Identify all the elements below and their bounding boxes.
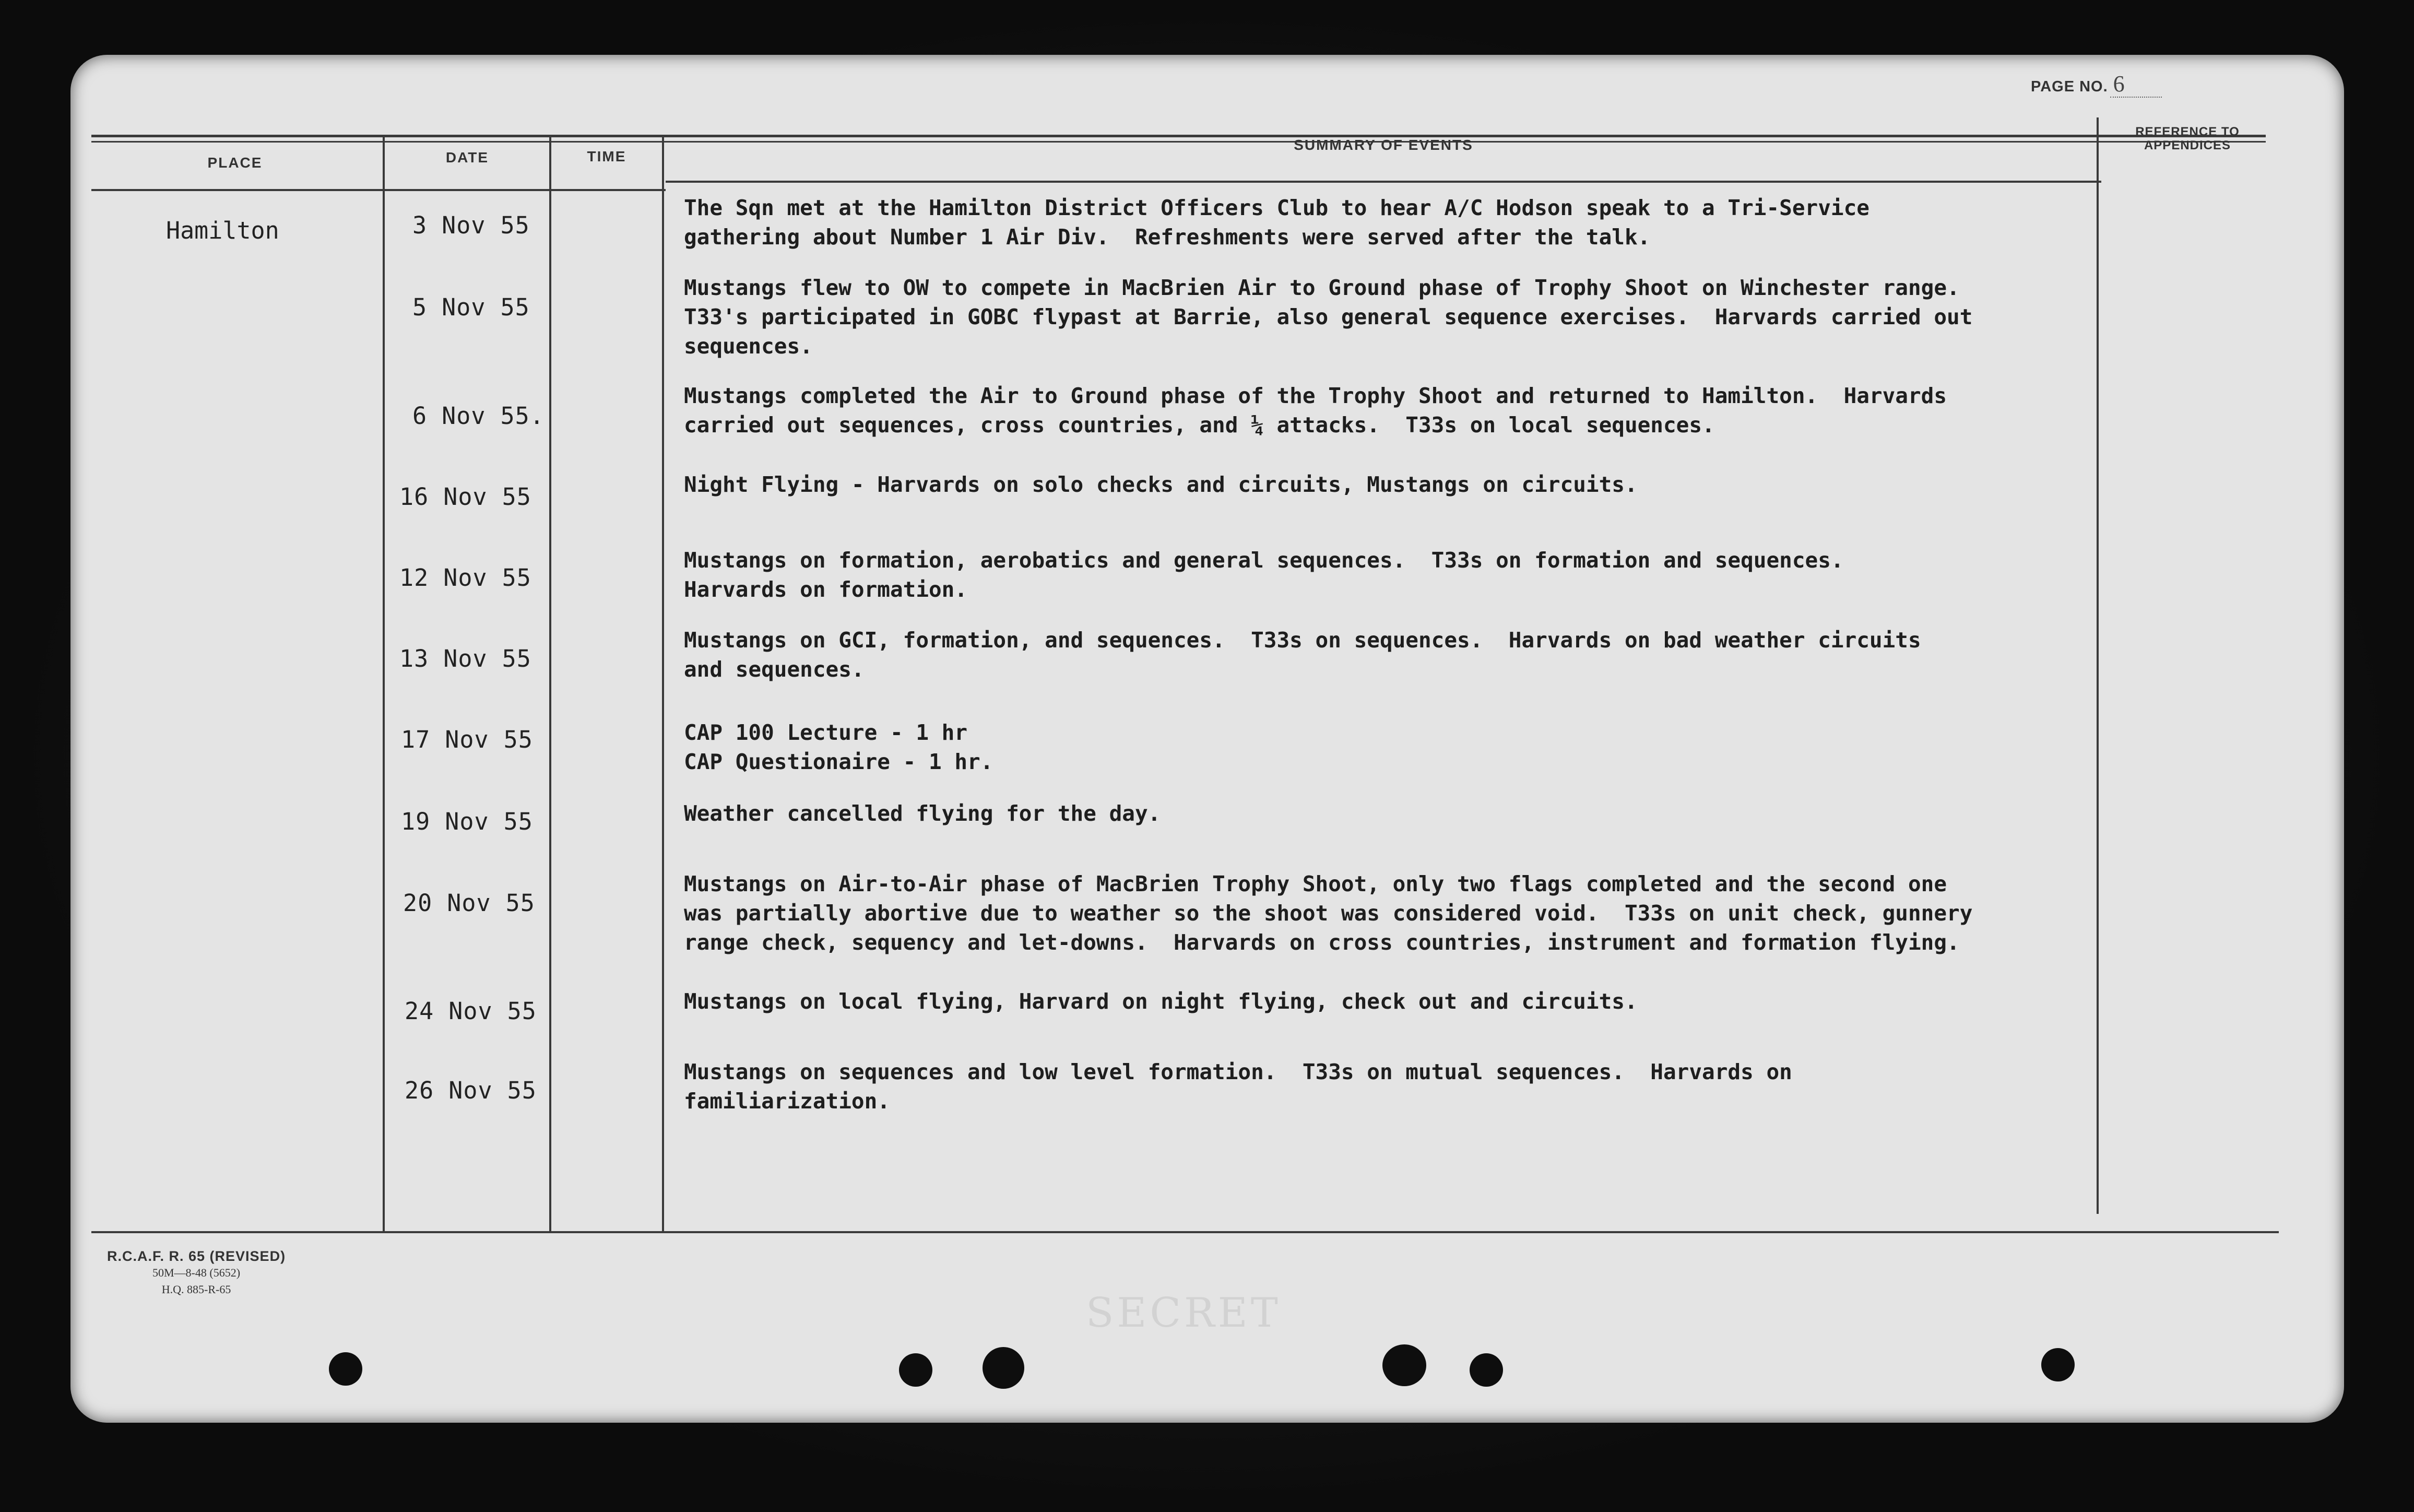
- header-summary: SUMMARY OF EVENTS: [1294, 137, 1473, 153]
- entry-summary: Mustangs on sequences and low level formation. T33s on mutual sequences. Harvards on familiarization.: [684, 1059, 1792, 1114]
- entry-summary: Mustangs on GCI, formation, and sequences. T33s on sequences. Harvards on bad weather circuits and sequences.: [684, 628, 1921, 682]
- form-number: R.C.A.F. R. 65 (REVISED): [107, 1248, 286, 1264]
- page-number-label: [2031, 70, 2162, 97]
- entry-date: 16 Nov 55: [399, 483, 531, 511]
- entry-summary: Mustangs completed the Air to Ground phase of the Trophy Shoot and returned to Hamilton. Harvards carried out sequences, cross countries, and ¼ attacks. T33s on local sequences.: [684, 383, 1947, 438]
- entry-date: 24 Nov 55: [405, 997, 537, 1025]
- entry-summary: The Sqn met at the Hamilton District Officers Club to hear A/C Hodson speak to a Tri-Service gathering about Number 1 Air Div. Refreshments were served after the talk.: [684, 195, 1869, 250]
- entry-date: 17 Nov 55: [401, 726, 533, 753]
- entry-date: 3 Nov 55: [412, 211, 530, 239]
- header-time: TIME: [587, 148, 626, 164]
- punch-hole: [983, 1347, 1024, 1389]
- footer-rule: [91, 1231, 2279, 1233]
- entry-date: 13 Nov 55: [399, 645, 531, 672]
- header-reference: REFERENCE TO APPENDICES: [2135, 125, 2240, 152]
- punch-hole: [1470, 1353, 1503, 1387]
- entry-summary: Night Flying - Harvards on solo checks and circuits, Mustangs on circuits.: [684, 472, 1638, 497]
- place-value: Hamilton: [166, 217, 279, 244]
- entry-summary: Mustangs flew to OW to compete in MacBrien Air to Ground phase of Trophy Shoot on Winchester range. T33's participated in GOBC flypast at Barrie, also general sequence exercises. Harvards carried out sequences.: [684, 275, 1973, 359]
- punch-hole: [329, 1352, 362, 1386]
- page-number: 6: [2110, 71, 2162, 98]
- entry-summary: Weather cancelled flying for the day.: [684, 801, 1161, 826]
- entry-summary: Mustangs on formation, aerobatics and general sequences. T33s on formation and sequences. Harvards on formation.: [684, 548, 1844, 602]
- entry-summary: CAP 100 Lecture - 1 hr CAP Questionaire - 1 hr.: [684, 720, 993, 774]
- entry-date: 20 Nov 55: [403, 889, 535, 917]
- entry-date: 6 Nov 55.: [412, 402, 545, 430]
- entry-date: 5 Nov 55: [412, 293, 530, 321]
- bleed-through-watermark: SECRET: [1086, 1290, 1281, 1337]
- header-place: PLACE: [207, 155, 263, 171]
- page-label-text: PAGE NO.: [2031, 78, 2108, 95]
- entry-summary: Mustangs on local flying, Harvard on night flying, check out and circuits.: [684, 989, 1638, 1014]
- col-divider-summary: [2097, 117, 2099, 1214]
- punch-hole: [899, 1353, 932, 1387]
- header-bottom-rule: [91, 189, 666, 191]
- col-divider-time: [662, 137, 664, 1231]
- header-date: DATE: [445, 149, 489, 166]
- form-hq-number: H.Q. 885-R-65: [161, 1283, 231, 1296]
- form-print-run: 50M—8-48 (5652): [152, 1266, 241, 1279]
- entry-date: 12 Nov 55: [399, 564, 531, 592]
- punch-hole: [1382, 1344, 1426, 1386]
- col-divider-place: [383, 137, 385, 1231]
- header-bottom-rule-summary: [666, 181, 2101, 183]
- entry-summary: Mustangs on Air-to-Air phase of MacBrien Trophy Shoot, only two flags completed and the second one was partially abortive due to weather so the shoot was considered void. T33s on unit check, gunnery range check, sequency and let-downs. Harvards on cross countries, instrument and formation flying.: [684, 871, 1973, 955]
- entry-date: 26 Nov 55: [405, 1077, 537, 1104]
- punch-hole: [2041, 1348, 2075, 1381]
- entry-date: 19 Nov 55: [401, 808, 533, 835]
- form-footer: [107, 1248, 286, 1298]
